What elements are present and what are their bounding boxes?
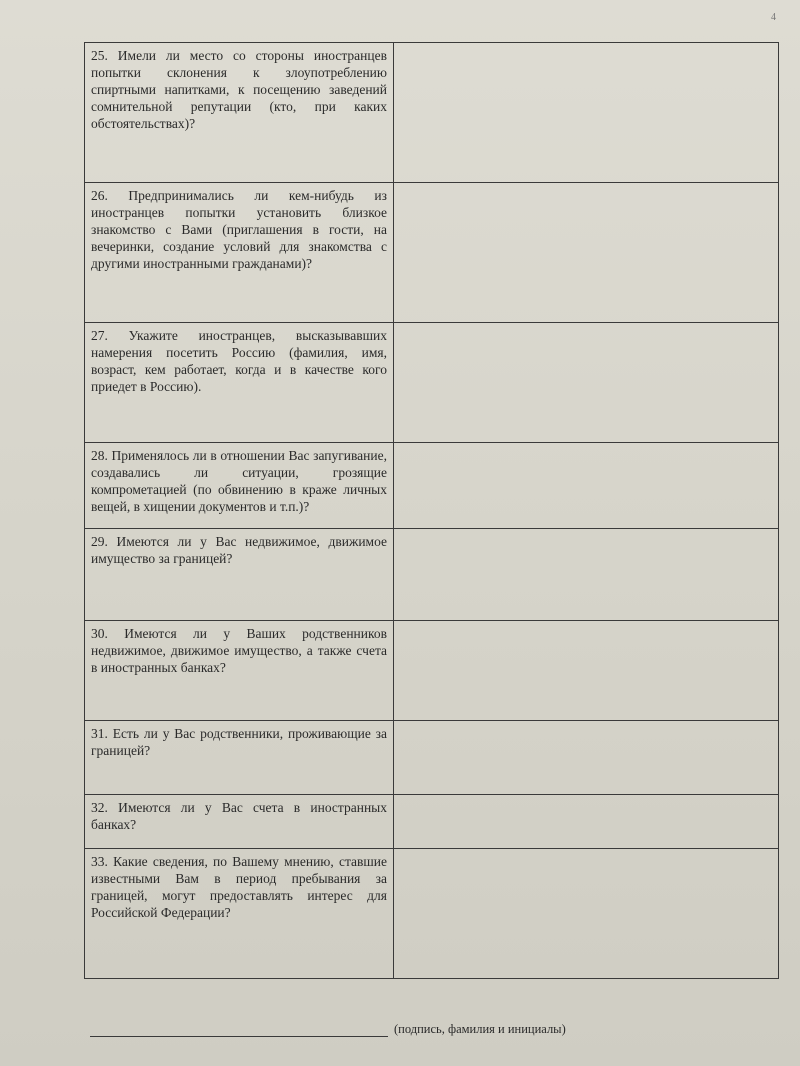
question-row-31 <box>85 721 779 795</box>
answer-30-field[interactable] <box>394 621 779 721</box>
question-27-text: 27. Укажите иностранцев, высказывавших намерения посетить Россию (фамилия, имя, возраст, кем работает, когда и в качестве кого приедет в Россию). <box>85 323 394 443</box>
question-30-text: 30. Имеются ли у Ваших родственников недвижимое, движимое имущество, а также счета в иностранных банках? <box>85 621 394 721</box>
question-31-text: 31. Есть ли у Вас родственники, проживающие за границей? <box>85 721 394 795</box>
answer-28-field[interactable] <box>394 443 779 529</box>
answer-32-field[interactable] <box>394 795 779 849</box>
question-row-33 <box>85 849 779 979</box>
question-row-28 <box>85 443 779 529</box>
question-33-text: 33. Какие сведения, по Вашему мнению, ставшие известными Вам в период пребывания за границей, могут предоставлять интерес для Российской Федерации? <box>85 849 394 979</box>
question-row-29 <box>85 529 779 621</box>
question-row-27 <box>85 323 779 443</box>
question-row-30 <box>85 621 779 721</box>
question-row-32 <box>85 795 779 849</box>
page-number: 4 <box>771 12 776 23</box>
question-row-26 <box>85 183 779 323</box>
question-29-text: 29. Имеются ли у Вас недвижимое, движимое имущество за границей? <box>85 529 394 621</box>
answer-27-field[interactable] <box>394 323 779 443</box>
question-row-25 <box>85 43 779 183</box>
signature-area <box>90 1022 610 1037</box>
answer-31-field[interactable] <box>394 721 779 795</box>
signature-line[interactable] <box>90 1022 388 1037</box>
answer-33-field[interactable] <box>394 849 779 979</box>
questionnaire-table <box>84 42 779 979</box>
question-25-text: 25. Имели ли место со стороны иностранцев попытки склонения к злоупотреблению спиртными напитками, к посещению заведений сомнительной репутации (кто, при каких обстоятельствах)? <box>85 43 394 183</box>
answer-29-field[interactable] <box>394 529 779 621</box>
question-32-text: 32. Имеются ли у Вас счета в иностранных банках? <box>85 795 394 849</box>
answer-25-field[interactable] <box>394 43 779 183</box>
question-28-text: 28. Применялось ли в отношении Вас запугивание, создавались ли ситуации, грозящие компрометацией (по обвинению в краже личных вещей, в хищении документов и т.п.)? <box>85 443 394 529</box>
answer-26-field[interactable] <box>394 183 779 323</box>
question-26-text: 26. Предпринимались ли кем-нибудь из иностранцев попытки установить близкое знакомство с Вами (приглашения в гости, на вечеринки, создание условий для знакомства с другими иностранными гражданами)? <box>85 183 394 323</box>
signature-label: (подпись, фамилия и инициалы) <box>394 1022 566 1036</box>
